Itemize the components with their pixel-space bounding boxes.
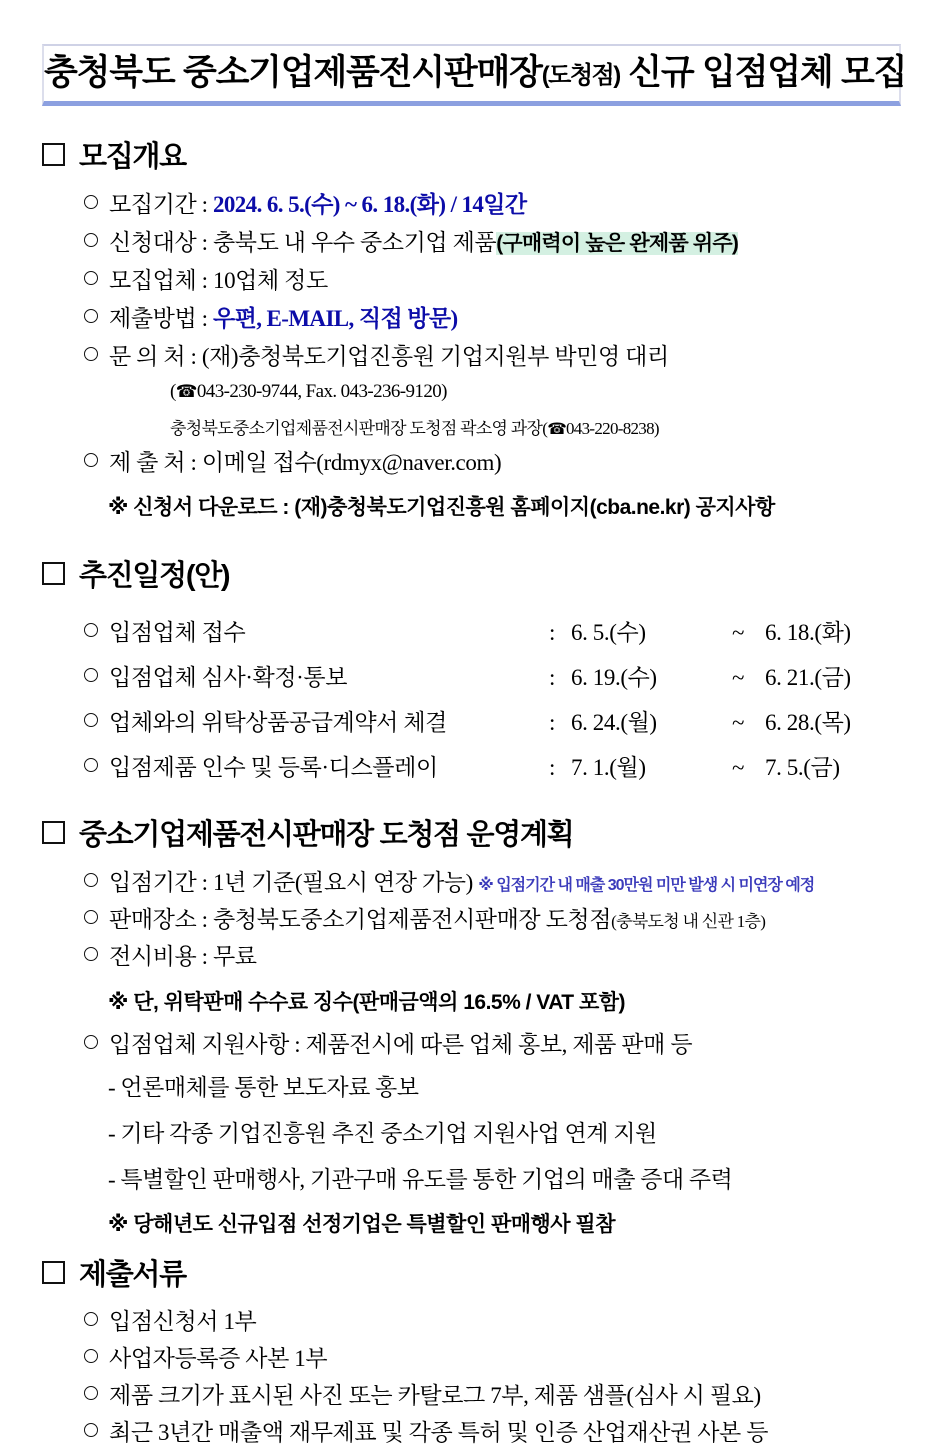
section-heading-label: 추진일정(안) (79, 560, 230, 593)
venue-value: 충청북도중소기업제품전시판매장 도청점 (212, 907, 612, 933)
contact-person-value: (재)충청북도기업진흥원 기업지원부 박민영 대리 (201, 344, 669, 370)
schedule-range-tilde: ~ (731, 755, 745, 781)
circle-bullet-icon (84, 623, 98, 637)
contact-secondary-text: 충청북도중소기업제품전시판매장 도청점 곽소영 과장( (170, 419, 548, 439)
circle-bullet-icon (84, 1312, 98, 1326)
square-bullet-icon (42, 821, 65, 844)
schedule-colon: : (549, 665, 555, 691)
item-label: 제출방법 : (109, 306, 208, 332)
phone-icon: ☎ (547, 419, 566, 439)
square-bullet-icon (42, 1261, 65, 1284)
schedule-colon: : (549, 620, 555, 646)
list-item (84, 269, 901, 292)
schedule-end-date: 6. 28.(목) (765, 710, 851, 736)
support-value: 제품전시에 따른 업체 홍보, 제품 판매 등 (305, 1032, 693, 1058)
schedule-start-date: 7. 1.(월) (571, 755, 646, 781)
section-heading-label: 모집개요 (79, 141, 186, 174)
circle-bullet-icon (84, 910, 98, 924)
tenancy-period-value: 1년 기준(필요시 연장 가능) (212, 870, 473, 896)
venue-detail: (충북도청 내 신관 1층) (611, 912, 766, 932)
list-item (84, 945, 901, 968)
document-item-label: 입점신청서 1부 (109, 1309, 257, 1335)
support-sub-item: - 특별할인 판매행사, 기관구매 유도를 통한 기업의 매출 증대 주력 (108, 1167, 733, 1193)
contact-secondary-line (170, 414, 901, 439)
item-label: 전시비용 : (109, 944, 208, 970)
section-heading-operation (42, 812, 901, 853)
document-item-label: 최근 3년간 매출액 재무제표 및 각종 특허 및 인증 산업재산권 사본 등 (109, 1420, 769, 1445)
circle-bullet-icon (84, 271, 98, 285)
square-bullet-icon (42, 143, 65, 166)
table-row (84, 749, 901, 782)
table-row (84, 614, 901, 647)
list-item (84, 231, 901, 254)
circle-bullet-icon (84, 453, 98, 467)
document-item-label: 사업자등록증 사본 1부 (109, 1346, 328, 1372)
section-schedule (42, 553, 901, 782)
document-item-label: 제품 크기가 표시된 사진 또는 카탈로그 7부, 제품 샘플(심사 시 필요) (109, 1383, 761, 1409)
eligibility-value: 충북도 내 우수 중소기업 제품 (212, 230, 497, 256)
schedule-range-tilde: ~ (731, 665, 745, 691)
company-count-value: 10업체 정도 (212, 268, 328, 294)
submission-method-value: 우편, E-MAIL, 직접 방문) (212, 306, 458, 332)
list-item (84, 1421, 901, 1444)
circle-bullet-icon (84, 668, 98, 682)
phone-icon: ☎ (175, 382, 197, 403)
schedule-end-date: 7. 5.(금) (765, 755, 840, 781)
list-item (84, 908, 901, 931)
circle-bullet-icon (84, 347, 98, 361)
schedule-start-date: 6. 5.(수) (571, 620, 646, 646)
item-label: 모집업체 : (109, 268, 208, 294)
section-heading-schedule (42, 553, 901, 594)
paren-open: ( (170, 381, 176, 403)
list-item (84, 1384, 901, 1407)
list-item (84, 1347, 901, 1370)
schedule-step-label: 입점제품 인수 및 등록·디스플레이 (109, 755, 438, 781)
section-heading-recruitment (42, 134, 901, 175)
support-sub-item: - 기타 각종 기업진흥원 추진 중소기업 지원사업 연계 지원 (108, 1121, 657, 1147)
recruitment-period-value: 2024. 6. 5.(수) ~ 6. 18.(화) / 14일간 (212, 192, 527, 218)
section-recruitment-overview (42, 134, 901, 521)
section-operation-plan (42, 812, 901, 1238)
circle-bullet-icon (84, 1035, 98, 1049)
circle-bullet-icon (84, 1423, 98, 1437)
list-item (84, 307, 901, 330)
section-heading-label: 중소기업제품전시판매장 도청점 운영계획 (79, 819, 574, 852)
circle-bullet-icon (84, 873, 98, 887)
table-row (84, 704, 901, 737)
list-item (84, 193, 901, 216)
square-bullet-icon (42, 562, 65, 585)
support-sub-item: - 언론매체를 통한 보도자료 홍보 (108, 1075, 419, 1101)
list-item (84, 1033, 901, 1056)
schedule-step-label: 입점업체 접수 (109, 620, 246, 646)
circle-bullet-icon (84, 195, 98, 209)
schedule-start-date: 6. 19.(수) (571, 665, 657, 691)
contact-phone-line (170, 381, 901, 403)
list-item (84, 1310, 901, 1333)
circle-bullet-icon (84, 758, 98, 772)
schedule-range-tilde: ~ (731, 620, 745, 646)
circle-bullet-icon (84, 233, 98, 247)
contact-phone-numbers: 043-230-9744, Fax. 043-236-9120) (196, 381, 447, 403)
schedule-range-tilde: ~ (731, 710, 745, 736)
circle-bullet-icon (84, 713, 98, 727)
title-banner (42, 44, 907, 106)
commission-fee-note: ※ 단, 위탁판매 수수료 징수(판매금액의 16.5% / VAT 포함) (108, 991, 626, 1015)
table-row (84, 659, 901, 692)
schedule-colon: : (549, 710, 555, 736)
document-page (0, 44, 943, 1445)
item-label: 제 출 처 : (109, 450, 197, 476)
item-label: 문 의 처 : (109, 344, 197, 370)
submission-email-value: 이메일 접수(rdmyx@naver.com) (201, 450, 502, 476)
schedule-end-date: 6. 21.(금) (765, 665, 851, 691)
circle-bullet-icon (84, 947, 98, 961)
section-heading-documents (42, 1252, 901, 1293)
schedule-step-label: 입점업체 심사·확정·통보 (109, 665, 348, 691)
title-main-text: 충청북도 중소기업제품전시판매장 (44, 53, 542, 92)
download-note: ※ 신청서 다운로드 : (재)충청북도기업진흥원 홈페이지(cba.ne.kr) 공지사항 (108, 496, 775, 520)
exhibition-cost-value: 무료 (212, 944, 257, 970)
contact-secondary-phone: 043-220-8238) (565, 419, 659, 439)
list-item (84, 345, 901, 368)
circle-bullet-icon (84, 1349, 98, 1363)
eligibility-highlight: (구매력이 높은 완제품 위주) (496, 232, 739, 256)
title-paren-text: (도청점) (541, 62, 620, 89)
mandatory-event-note: ※ 당해년도 신규입점 선정기업은 특별할인 판매행사 필참 (108, 1213, 615, 1237)
schedule-end-date: 6. 18.(화) (765, 620, 851, 646)
tenancy-period-note: ※ 입점기간 내 매출 30만원 미만 발생 시 미연장 예정 (478, 877, 815, 895)
item-label: 입점업체 지원사항 : (109, 1032, 301, 1058)
page-title (44, 53, 906, 92)
section-required-documents (42, 1252, 901, 1444)
list-item (84, 451, 901, 474)
circle-bullet-icon (84, 1386, 98, 1400)
item-label: 입점기간 : (109, 870, 208, 896)
item-label: 모집기간 : (109, 192, 208, 218)
schedule-table (84, 614, 901, 782)
section-heading-label: 제출서류 (79, 1259, 186, 1292)
item-label: 신청대상 : (109, 230, 208, 256)
list-item (84, 871, 901, 894)
item-label: 판매장소 : (109, 907, 208, 933)
schedule-colon: : (549, 755, 555, 781)
schedule-step-label: 업체와의 위탁상품공급계약서 체결 (109, 710, 447, 736)
schedule-start-date: 6. 24.(월) (571, 710, 657, 736)
title-tail-text: 신규 입점업체 모집 (619, 53, 907, 92)
circle-bullet-icon (84, 309, 98, 323)
